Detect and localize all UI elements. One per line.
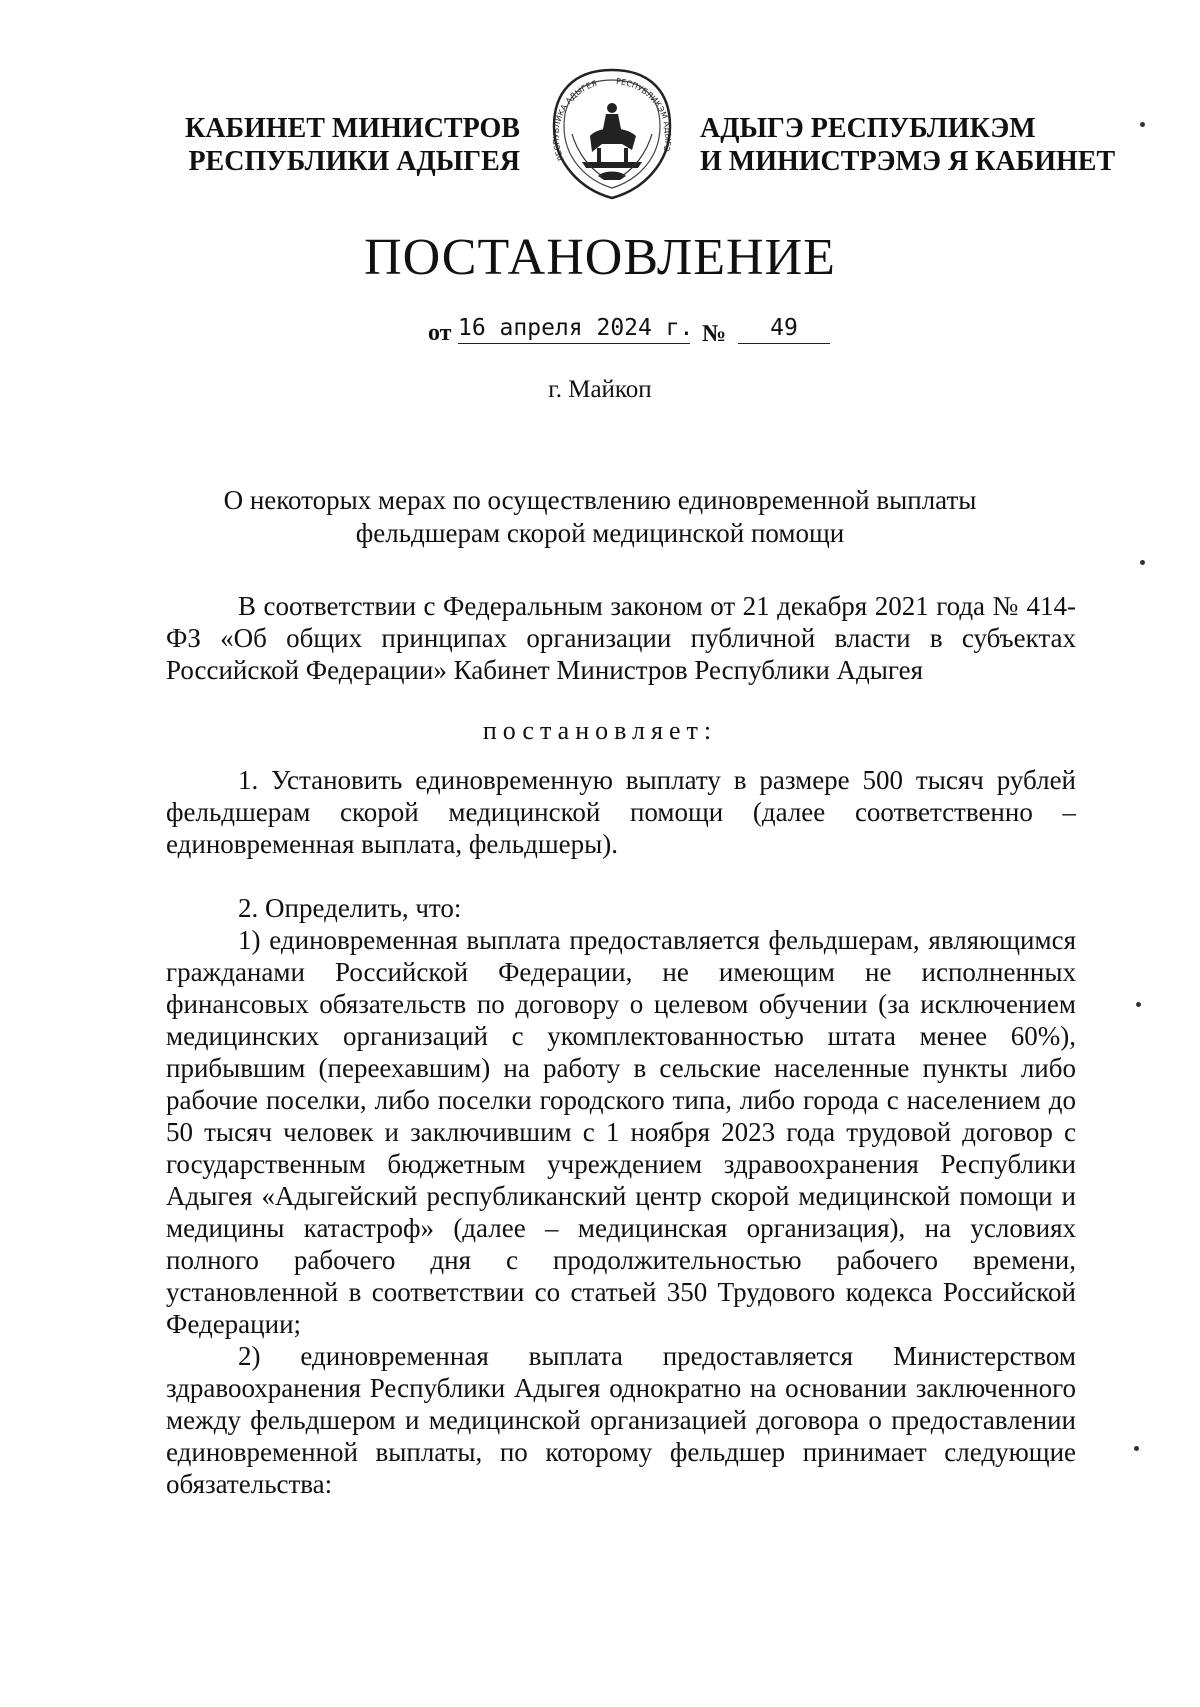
header-left-line2: РЕСПУБЛИКИ АДЫГЕЯ bbox=[188, 146, 520, 177]
document-title: ПОСТАНОВЛЕНИЕ bbox=[364, 229, 836, 286]
coat-of-arms-emblem bbox=[542, 64, 682, 204]
header-right bbox=[700, 112, 1140, 178]
scan-speck bbox=[1140, 560, 1145, 565]
document-subject: О некоторых мерах по осуществлению единовременной выплаты фельдшерам скорой медицинской помощи bbox=[223, 485, 977, 548]
emblem-text-right: РЕСПУБЛИКЭМ АДЫГЭ bbox=[615, 76, 673, 153]
item-1-text: 1. Установить единовременную выплату в размере 500 тысяч рублей фельдшерам скорой медицинской помощи (далее соответственно – единовременная выплата, фельдшеры). bbox=[166, 765, 1076, 859]
header-right-line1: АДЫГЭ РЕСПУБЛИКЭМ bbox=[700, 113, 1036, 144]
item-1 bbox=[166, 764, 1076, 860]
city: г. Майкоп bbox=[548, 376, 652, 403]
header-left-line1: КАБИНЕТ МИНИСТРОВ bbox=[184, 113, 520, 144]
scan-speck bbox=[1136, 1002, 1141, 1007]
item-2-sub-1: 1) единовременная выплата предоставляется фельдшерам, являющимся гражданами Российской Федерации, не имеющим не исполненных финансовых обязательств по договору о целевом обучении (за исключением медицинских организаций с укомплектованностью штата менее 60%), прибывшим (переехавшим) на работу в сельские населенные пункты либо рабочие поселки, либо поселки городского типа, либо города с населением до 50 тысяч человек и заключившим с 1 ноября 2023 года трудовой договор с государственным бюджетным учреждением здравоохранения Республики Адыгея «Адыгейский республиканский центр скорой медицинской помощи и медицины катастроф» (далее – медицинская организация), на условиях полного рабочего дня с продолжительностью рабочего времени, установленной в соответствии со статьей 350 Трудового кодекса Российской Федерации; bbox=[166, 925, 1076, 1339]
header-right-line2: И МИНИСТРЭМЭ Я КАБИНЕТ bbox=[700, 146, 1116, 177]
scan-speck bbox=[1140, 122, 1145, 127]
resolves-word: постановляет: bbox=[482, 716, 718, 745]
intro-text: В соответствии с Федеральным законом от 21 декабря 2021 года № 414-ФЗ «Об общих принципах организации публичной власти в субъектах Российской Федерации» Кабинет Министров Республики Адыгея bbox=[166, 591, 1076, 685]
svg-text:РЕСПУБЛИКА АДЫГЕЯ bbox=[552, 79, 598, 162]
item-2-sub-2: 2) единовременная выплата предоставляется Министерством здравоохранения Республики Адыгея однократно на основании заключенного между фельдшером и медицинской организацией договора о предоставлении единовременной выплаты, по которому фельдшер принимает следующие обязательства: bbox=[166, 1341, 1076, 1499]
date-number-line bbox=[0, 315, 1200, 355]
scan-speck bbox=[1134, 1446, 1139, 1451]
header-left bbox=[120, 112, 520, 178]
emblem-text-left: РЕСПУБЛИКА АДЫГЕЯ bbox=[551, 78, 598, 162]
item-2 bbox=[166, 892, 1076, 1500]
document-number: 49 bbox=[738, 315, 830, 344]
date-prefix: от bbox=[428, 320, 452, 346]
item-2-head: 2. Определить, что: bbox=[238, 893, 462, 923]
number-sign: № bbox=[702, 321, 727, 347]
intro-paragraph bbox=[166, 590, 1076, 686]
document-date: 16 апреля 2024 г. bbox=[458, 315, 690, 344]
